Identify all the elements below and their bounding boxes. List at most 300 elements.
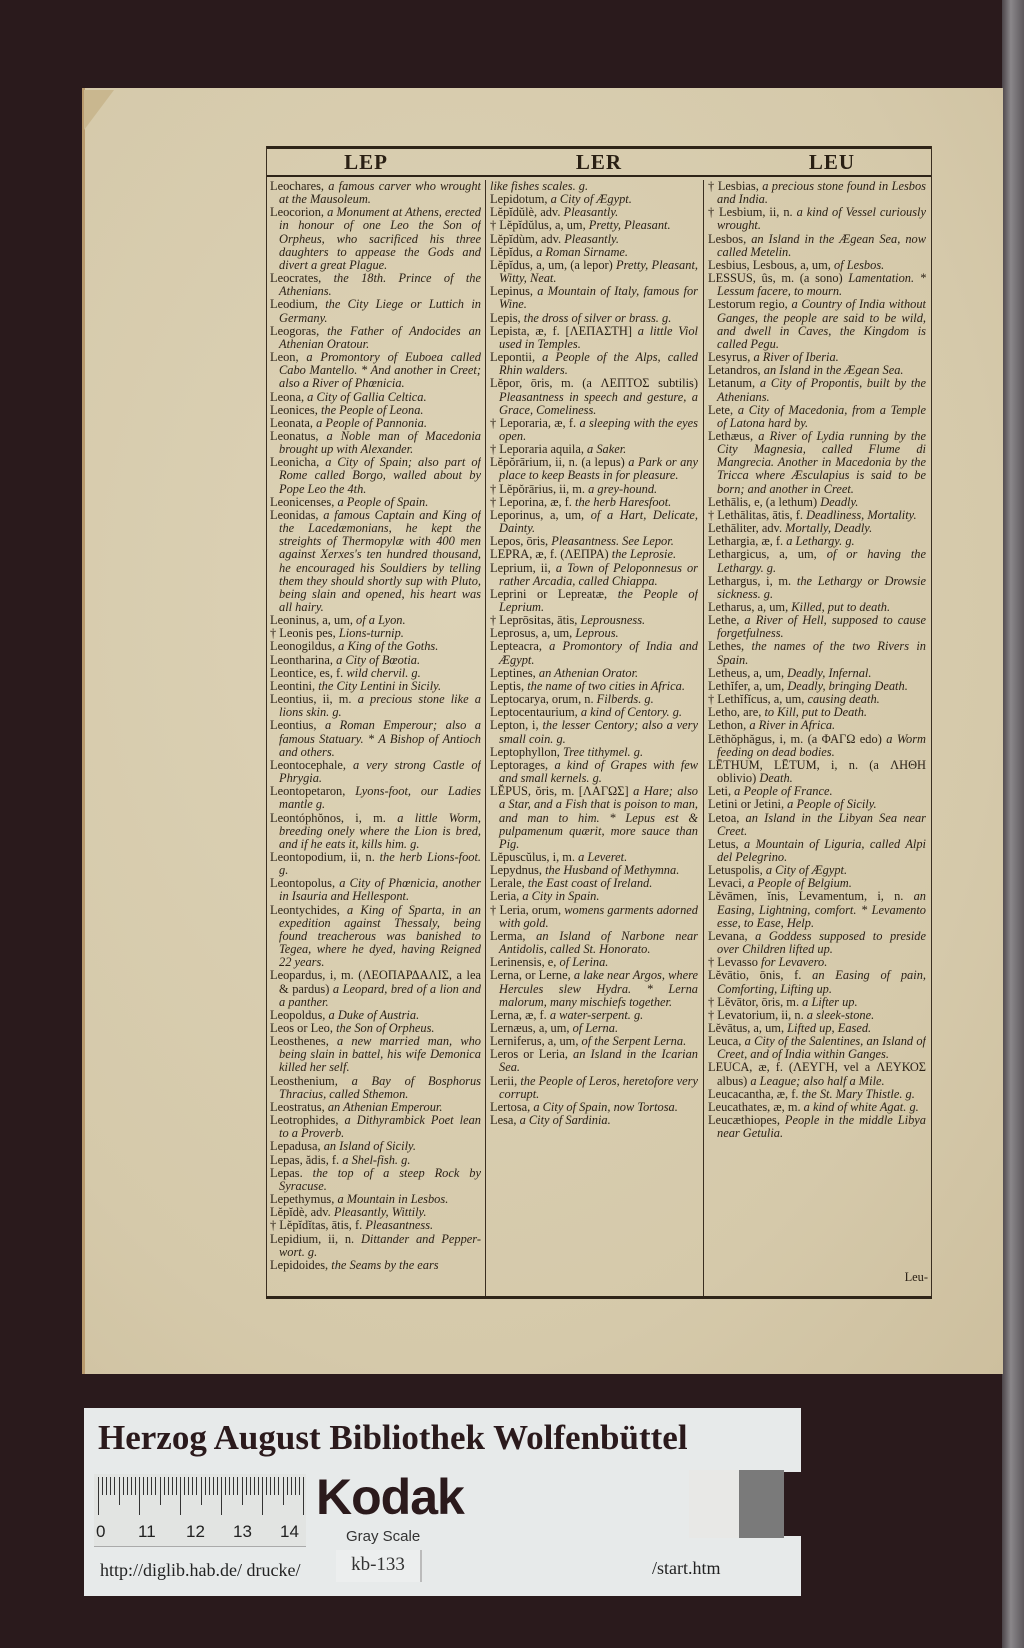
entry-headword: Leochares,	[270, 180, 325, 193]
dictionary-entry	[490, 640, 698, 666]
dictionary-entry	[490, 417, 698, 443]
entry-headword: Lĕpĭdŭlè, adv.	[490, 205, 561, 220]
entry-headword: † Lethālitas, ātis, f.	[708, 507, 803, 522]
column-leu	[708, 180, 926, 1296]
ruler-tick	[246, 1477, 247, 1495]
entry-definition: a People of Belgium.	[747, 876, 852, 891]
entry-headword: Leontopodium, ii, n.	[270, 849, 375, 864]
entry-definition: a kind of Centory. g.	[580, 705, 683, 720]
entry-headword: Leontóphŏnos, i, m.	[270, 810, 386, 825]
dictionary-entry	[708, 969, 926, 995]
entry-headword: Leontychides,	[270, 902, 340, 917]
entry-definition: Lions-turnip.	[338, 626, 404, 641]
entry-headword: Lĕpuscŭlus, i, m.	[490, 849, 576, 864]
ruler-number: 14	[280, 1522, 299, 1541]
entry-definition: like fishes scales. g.	[490, 180, 589, 193]
entry-definition: a City of Spain, now Tortosa.	[533, 1099, 678, 1114]
dictionary-entry	[270, 1167, 481, 1193]
entry-headword: Lethargicus, a, um,	[708, 547, 817, 562]
entry-definition: a City of Spain; also part of Rome called Borgo, walled about by Pope Leo the 4th.	[279, 455, 481, 496]
entry-definition: a City of the Salentines, an Island of Creet, and of India within Ganges.	[717, 1034, 926, 1062]
ruler-tick	[110, 1477, 111, 1495]
entry-definition: the 18th. Prince of the Athenians.	[279, 271, 481, 299]
entry-definition: a Lethargy. g.	[786, 534, 855, 549]
ruler-tick	[295, 1477, 296, 1495]
entry-definition: a sleek-stone.	[806, 1007, 875, 1022]
ruler-tick	[176, 1477, 177, 1495]
dictionary-entry	[270, 509, 481, 614]
dictionary-entry	[270, 759, 481, 785]
entry-definition: an Island in the Icarian Sea.	[499, 1047, 698, 1075]
entry-definition: a kind of Vessel curiously wrought.	[717, 205, 926, 233]
entry-headword: Leonicenses,	[270, 494, 335, 509]
entry-headword: Lethargus, i, m.	[708, 573, 792, 588]
entry-headword: Lepethymus,	[270, 1192, 335, 1207]
ruler-tick	[262, 1477, 263, 1515]
entry-headword: Lĕpŏrārium, ii, n. (a lepus)	[490, 455, 625, 470]
dictionary-entry	[270, 180, 481, 206]
entry-definition: Lyons-foot, our Ladies mantle g.	[279, 784, 481, 812]
entry-definition: a City of Bœotia.	[336, 652, 421, 667]
entry-headword: † Levasso	[708, 955, 758, 970]
ruler-tick	[229, 1477, 230, 1495]
entry-definition: a City in Spain.	[522, 889, 600, 904]
entry-headword: Leuca,	[708, 1034, 742, 1049]
entry-definition: the Leprosie.	[611, 547, 677, 562]
gray-patch-dark	[784, 1472, 831, 1536]
ruler-tick	[155, 1477, 156, 1495]
ruler-tick	[164, 1477, 165, 1495]
entry-headword: Lethes,	[708, 639, 745, 654]
entry-headword: Lethe,	[708, 613, 740, 628]
entry-definition: Lamentation. * Lessum facere, to mourn.	[717, 271, 926, 299]
entry-definition: Mortally, Deadly.	[785, 521, 873, 536]
entry-headword: † Leprōsitas, ātis,	[490, 613, 578, 628]
entry-definition: a City of Ægypt.	[550, 192, 632, 207]
dictionary-entry	[270, 206, 481, 272]
ruler-tick	[102, 1477, 103, 1495]
entry-definition: wild chervil. g.	[346, 665, 421, 680]
entry-definition: a People of Pannonia.	[316, 415, 427, 430]
entry-definition: a Hare; also a Star, and a Fish that is poison to man, and man to him. * Lepus est & pulpamenum quærit, more sauce than Pig.	[499, 784, 698, 851]
entry-headword: Letharus, a, um,	[708, 600, 789, 614]
ruler-tick	[299, 1477, 300, 1495]
entry-headword: Lerna, æ, f.	[490, 1007, 547, 1022]
entry-definition: Dittander and Pepper-wort. g.	[279, 1231, 481, 1259]
ruler-tick	[250, 1477, 251, 1495]
ruler-tick	[283, 1477, 284, 1505]
entry-headword: Letho, are,	[708, 705, 762, 720]
entry-headword: Leonatus,	[270, 428, 319, 443]
dictionary-entry	[708, 1035, 926, 1061]
dictionary-entry	[270, 1075, 481, 1101]
ruler-tick	[184, 1477, 185, 1495]
column-border-left	[266, 146, 267, 1299]
entry-headword: Leria,	[490, 889, 520, 904]
entry-definition: a King of Sparta, in an expedition against Thessaly, being found treacherous was banished to Tegea, where he dyed, having Reigned 22 years.	[279, 902, 481, 970]
entry-definition: a very strong Castle of Phrygia.	[279, 757, 481, 786]
entry-definition: a Leopard, bred of a lion and a panther.	[279, 981, 481, 1009]
dictionary-entry	[708, 404, 926, 430]
library-color-card	[84, 1408, 801, 1596]
entry-headword: Leptophyllon,	[490, 744, 560, 759]
entry-definition: the East coast of Ireland.	[527, 876, 653, 891]
entry-headword: Leon,	[270, 350, 299, 365]
ruler-tick	[221, 1477, 222, 1515]
entry-definition: an Easing, Lightning, comfort. * Levamento esse, to Ease, Help.	[717, 889, 926, 930]
entry-headword: Lete,	[708, 402, 734, 417]
dictionary-entry	[270, 969, 481, 1008]
entry-headword: Leogoras,	[270, 323, 320, 338]
entry-definition: a People of France.	[734, 784, 833, 799]
dictionary-entry	[270, 693, 481, 719]
entry-headword: LEPRA, æ, f. (ΛΕΠΡΑ)	[490, 547, 609, 562]
ruler-tick	[254, 1477, 255, 1495]
dictionary-entry	[708, 180, 926, 206]
ruler-tick	[291, 1477, 292, 1495]
entry-definition: a People of the Alps, called Rhin walders.	[499, 350, 698, 378]
entry-headword: † Leporaria, æ, f.	[490, 415, 577, 430]
entry-headword: Lepas, ădis, f.	[270, 1152, 340, 1167]
entry-definition: an Island in the Ægean Sea.	[763, 363, 904, 378]
entry-headword: Lesa,	[490, 1113, 517, 1128]
entry-definition: a River in Africa.	[749, 718, 836, 733]
entry-headword: Letoa,	[708, 810, 740, 825]
ruler-tick	[266, 1477, 267, 1495]
ruler-tick	[192, 1477, 193, 1495]
entry-definition: a Lifter up.	[802, 994, 858, 1009]
dictionary-entry	[490, 509, 698, 535]
ruler-tick	[151, 1477, 152, 1495]
entry-headword: Leontius, ii, m.	[270, 692, 352, 707]
entry-definition: an Island of Sicily.	[323, 1139, 416, 1154]
ruler-tick	[274, 1477, 275, 1495]
entry-headword: † Levatorium, ii, n.	[708, 1007, 804, 1022]
entry-definition: Pleasantness.	[365, 1218, 434, 1233]
entry-headword: Letus,	[708, 836, 739, 851]
entry-definition: a City of Gallia Celtica.	[307, 389, 427, 404]
text-block	[266, 146, 932, 1302]
entry-definition: causing death.	[807, 692, 880, 707]
dictionary-entry	[490, 759, 698, 785]
entry-definition: a Monument at Athens, erected in honour of one Leo the Son of Orpheus, who sacrificed his three daughters to appease the Gods and divert a great Plague.	[279, 205, 481, 272]
kodak-logo: Kodak	[316, 1469, 464, 1525]
dictionary-entry	[270, 430, 481, 456]
entry-headword: Leosthenes,	[270, 1034, 329, 1049]
entry-definition: of a Hart, Delicate, Dainty.	[499, 507, 698, 536]
entry-definition: the Seams by the ears	[331, 1257, 439, 1272]
entry-headword: † Leporaria aquila,	[490, 442, 584, 457]
entry-headword: † Leria, orum,	[490, 902, 562, 917]
header-rule	[266, 146, 932, 149]
dictionary-entry	[270, 1114, 481, 1140]
ruler-number: 11	[138, 1522, 156, 1541]
entry-definition: an Island in the Libyan Sea near Creet.	[717, 810, 926, 838]
entry-headword: Lerniferus, a, um,	[490, 1034, 579, 1049]
entry-headword: Lĕpĭdùm, adv.	[490, 231, 562, 246]
entry-headword: Leontopetaron,	[270, 784, 346, 799]
url-left: http://diglib.hab.de/ drucke/	[100, 1560, 301, 1580]
entry-headword: Lepidium, ii, n.	[270, 1231, 355, 1246]
entry-definition: a famous carver who wrought at the Mausoleum.	[279, 180, 481, 207]
library-name: Herzog August Bibliothek Wolfenbüttel	[98, 1418, 688, 1457]
dictionary-entry	[708, 640, 926, 666]
entry-definition: a kind of Grapes with few and small kernels. g.	[499, 757, 698, 786]
entry-definition: a River of Lydia running by the City Magnesia, called Flume di Mangrecia. Another in Macedonia by the Tricca where Æsculapius is said to be born; and another in Creet.	[717, 428, 926, 496]
entry-definition: Deadly.	[820, 494, 859, 509]
entry-definition: a City of Phœnicia, another in Isauria and Hellespont.	[279, 876, 481, 904]
column-ler	[490, 180, 698, 1296]
entry-headword: Lĕpĭdus, a, um, (a lepor)	[490, 257, 613, 272]
scanner-edge-strip	[1002, 0, 1024, 1648]
entry-definition: a precious stone found in Lesbos and India.	[717, 180, 926, 207]
dictionary-entry	[490, 456, 698, 482]
ruler-tick	[237, 1477, 238, 1495]
entry-definition: the dross of silver or brass. g.	[523, 310, 672, 325]
entry-headword: Leonicha,	[270, 455, 320, 470]
entry-definition: a Promontory of Euboea called Cabo Mantello. * And another in Creet; also a River of Phœnicia.	[279, 350, 481, 391]
dictionary-entry	[490, 377, 698, 416]
entry-headword: † Lĕpŏrārius, ii, m.	[490, 481, 585, 496]
entry-definition: a River of Hell, supposed to cause forgetfulness.	[717, 613, 926, 641]
entry-definition: Filberds. g.	[596, 692, 654, 707]
dictionary-entry	[490, 588, 698, 614]
ruler-tick	[114, 1477, 115, 1495]
dictionary-entry	[270, 456, 481, 495]
entry-definition: to Kill, put to Death.	[764, 705, 868, 720]
entry-definition: a People of Sicily.	[787, 797, 877, 812]
entry-definition: a City of Macedonia, from a Temple of Latona hard by.	[717, 402, 926, 430]
dictionary-entry	[490, 1075, 698, 1101]
ruler-tick	[119, 1477, 120, 1505]
entry-headword: Lepteacra,	[490, 639, 542, 654]
dictionary-entry	[270, 851, 481, 877]
ruler-tick	[123, 1477, 124, 1495]
dictionary-entry	[490, 930, 698, 956]
dictionary-entry	[708, 614, 926, 640]
entry-headword: Lethargia, æ, f.	[708, 534, 784, 549]
entry-definition: a Dithyrambick Poet lean to a Proverb.	[279, 1113, 481, 1141]
entry-definition: the Husband of Methymna.	[545, 863, 680, 878]
ruler-tick	[303, 1477, 304, 1515]
entry-definition: Pretty, Pleasant.	[588, 218, 671, 233]
entry-definition: a new married man, who being slain in battel, his wife Demonica killed her self.	[279, 1034, 481, 1075]
entry-headword: Leptines,	[490, 665, 536, 680]
dictionary-entry	[708, 233, 926, 259]
ruler-tick	[201, 1477, 202, 1505]
entry-headword: Lepidotum,	[490, 192, 548, 207]
entry-definition: Death.	[759, 771, 793, 786]
entry-definition: a water-serpent. g.	[549, 1007, 644, 1022]
entry-headword: Lepas.	[270, 1165, 303, 1180]
dictionary-entry	[270, 272, 481, 298]
entry-headword: † Lesbias,	[708, 180, 759, 193]
ruler-tick	[205, 1477, 206, 1495]
entry-definition: Pleasantly.	[563, 205, 619, 220]
entry-definition: an Athenian Emperour.	[327, 1099, 443, 1114]
entry-headword: Letandros,	[708, 363, 761, 378]
entry-definition: a Roman Emperour; also a famous Statuary. * A Bishop of Antioch and others.	[279, 718, 481, 759]
ruler-tick	[233, 1477, 234, 1495]
folded-corner	[84, 90, 114, 130]
column-divider-1	[485, 180, 486, 1296]
ruler-tick	[135, 1477, 136, 1495]
entry-headword: Lĕpor, ōris, m. (a ΛΕΠΤΟΣ subtilis)	[490, 376, 698, 391]
header-underline	[266, 175, 932, 177]
entry-definition: a Worm feeding on dead bodies.	[717, 731, 926, 759]
entry-definition: the name of two cities in Africa.	[527, 678, 685, 693]
entry-definition: Tree tithymel. g.	[562, 744, 644, 759]
entry-definition: of or having the Lethargy. g.	[717, 547, 926, 575]
dictionary-entry	[270, 1035, 481, 1074]
entry-definition: a Park or any place to keep Beasts in for pleasure.	[499, 455, 698, 483]
entry-headword: Lĕvāmen, ĭnis, Levamentum, i, n.	[708, 889, 904, 904]
ruler-tick	[242, 1477, 243, 1505]
entry-definition: the People of Leros, heretofore very corrupt.	[499, 1073, 698, 1101]
scale-ruler	[94, 1474, 306, 1547]
entry-headword: Letheus, a, um,	[708, 665, 785, 680]
entry-headword: Lethon,	[708, 718, 747, 733]
dictionary-entry	[708, 759, 926, 785]
entry-headword: Lerale,	[490, 876, 525, 891]
entry-headword: † Leonis pes,	[270, 626, 336, 641]
ruler-number: 0	[96, 1522, 106, 1541]
ruler-tick	[278, 1477, 279, 1495]
dictionary-entry	[490, 351, 698, 377]
entry-definition: a Roman Sirname.	[536, 244, 629, 259]
ruler-tick	[225, 1477, 226, 1495]
entry-definition: a lake near Argos, where Hercules slew Hydra. * Lerna malorum, many mischiefs together.	[499, 968, 698, 1009]
dictionary-entry	[490, 562, 698, 588]
dictionary-entry	[708, 298, 926, 351]
entry-headword: Leonata,	[270, 415, 313, 430]
entry-headword: Leocorion,	[270, 205, 325, 220]
dictionary-entry	[708, 206, 926, 232]
dictionary-entry	[270, 812, 481, 851]
entry-headword: Leoninus, a, um,	[270, 613, 353, 628]
gray-scale-label: Gray Scale	[346, 1528, 421, 1545]
entry-headword: Lĕvātio, ōnis, f.	[708, 968, 802, 983]
entry-definition: a little Worm, breeding onely where the Lion is bred, and if he eats it, kills him. g.	[279, 810, 481, 851]
entry-headword: † Leporina, æ, f.	[490, 494, 572, 509]
entry-definition: Deadly, bringing Death.	[787, 678, 908, 693]
column-border-right	[931, 146, 932, 1299]
entry-definition: a Bay of Bosphorus Thracius, called Sthemon.	[279, 1073, 481, 1101]
entry-headword: † Lethĭfĭcus, a, um,	[708, 692, 805, 707]
entry-definition: the Lethargy or Drowsie sickness. g.	[717, 573, 926, 601]
entry-definition: of Lesbos.	[833, 257, 885, 272]
entry-headword: Leocrates,	[270, 271, 322, 286]
gray-patch-mid	[739, 1470, 784, 1538]
entry-definition: the Father of Andocides an Athenian Oratour.	[279, 323, 481, 351]
entry-headword: Leopardus, i, m. (ΛΕΟΠΑΡΔΑΛΙΣ, a lea & pardus)	[270, 968, 481, 996]
entry-headword: Lepydnus,	[490, 863, 542, 878]
dictionary-entry	[708, 430, 926, 496]
ruler-tick	[217, 1477, 218, 1495]
dictionary-entry	[270, 719, 481, 758]
entry-definition: a City of Ægypt.	[765, 863, 848, 878]
dictionary-entry	[270, 1233, 481, 1259]
entry-definition: a River of Iberia.	[753, 350, 839, 365]
dictionary-entry	[708, 890, 926, 929]
entry-definition: a Duke of Austria.	[328, 1007, 420, 1022]
entry-headword: † Lĕvātor, ōris, m.	[708, 994, 800, 1009]
dictionary-entry	[490, 259, 698, 285]
entry-definition: Leprousness.	[580, 613, 646, 628]
entry-definition: Pleasantly.	[564, 231, 619, 246]
entry-headword: Leprini or Lepreatæ,	[490, 586, 608, 601]
entry-headword: Lepinus,	[490, 284, 534, 299]
entry-headword: Lesyrus,	[708, 350, 751, 365]
entry-headword: LĔPUS, ŏris, m. [ΛΑΓΩΣ]	[490, 784, 629, 799]
entry-headword: Leosthenium,	[270, 1073, 338, 1088]
entry-definition: of Lerina.	[559, 955, 609, 970]
dictionary-entry	[490, 1114, 698, 1127]
entry-headword: LĒTHUM, LĒTUM, i, n. (a ΛΗΘΗ oblivio)	[708, 757, 926, 786]
entry-headword: LEUCA, æ, f. (ΛΕΥΓΗ, vel a ΛΕΥΚΟΣ albus)	[708, 1060, 926, 1088]
ruler-tick	[209, 1477, 210, 1495]
entry-headword: LESSUS, ûs, m. (a sono)	[708, 271, 843, 286]
entry-definition: Killed, put to death.	[791, 600, 891, 614]
ruler-tick	[287, 1477, 288, 1495]
entry-definition: the St. Mary Thistle. g.	[801, 1086, 915, 1101]
entry-headword: Leucathates, æ, m.	[708, 1099, 801, 1114]
entry-headword: Lerii,	[490, 1073, 518, 1088]
entry-definition: a kind of white Agat. g.	[803, 1099, 919, 1114]
entry-headword: † Lĕpĭdŭlus, a, um,	[490, 218, 586, 233]
entry-headword: Leucæthiopes,	[708, 1113, 780, 1128]
entry-headword: Leostratus,	[270, 1099, 325, 1114]
dictionary-entry	[270, 904, 481, 970]
ruler-number: 13	[233, 1522, 252, 1541]
entry-headword: Leptorages,	[490, 757, 549, 772]
entry-definition: a Mountain of Italy, famous for Wine.	[499, 284, 698, 312]
entry-headword: Lesbius, Lesbous, a, um,	[708, 257, 831, 272]
entry-headword: Lernæus, a, um,	[490, 1021, 570, 1035]
entry-headword: Leontopolus,	[270, 876, 336, 891]
entry-headword: Lethālis, e, (a lethum)	[708, 494, 818, 509]
entry-headword: Leti,	[708, 784, 732, 799]
entry-headword: Leos or Leo,	[270, 1021, 333, 1035]
ruler-tick	[131, 1477, 132, 1495]
entry-headword: Letuspolis,	[708, 863, 763, 878]
entry-definition: the City Liege or Luttich in Germany.	[279, 297, 481, 325]
entry-headword: Lepista, æ, f. [ΛΕΠΑΣΤΗ]	[490, 323, 632, 338]
entry-definition: a little Viol used in Temples.	[499, 323, 698, 351]
dictionary-entry	[708, 1061, 926, 1087]
entry-definition: a sleeping with the eyes open.	[499, 415, 698, 443]
entry-definition: a City of Sardinia.	[519, 1113, 611, 1128]
dictionary-entry	[490, 285, 698, 311]
dictionary-entry	[490, 1048, 698, 1074]
entry-definition: Pleasantness in speech and gesture, a Grace, Comeliness.	[499, 389, 698, 417]
entry-headword: Leprosus, a, um,	[490, 626, 573, 641]
entry-headword: Lerinensis, e,	[490, 955, 557, 970]
ruler-tick	[172, 1477, 173, 1495]
ruler-tick	[168, 1477, 169, 1495]
entry-headword: Lethĭfer, a, um,	[708, 678, 785, 693]
entry-headword: Leporinus, a, um,	[490, 507, 585, 522]
running-head-left: LEP	[344, 150, 388, 174]
entry-definition: a King of the Goths.	[338, 639, 439, 654]
entry-definition: a Goddess supposed to preside over Children lifted up.	[717, 928, 926, 957]
entry-definition: Leprous.	[575, 626, 619, 641]
entry-headword: Leonidas,	[270, 507, 319, 522]
dictionary-entry	[270, 1259, 481, 1272]
entry-definition: Pleasantly, Wittily.	[333, 1205, 427, 1220]
entry-definition: Lifted up, Eased.	[787, 1021, 872, 1035]
entry-definition: Deadliness, Mortality.	[806, 507, 917, 522]
